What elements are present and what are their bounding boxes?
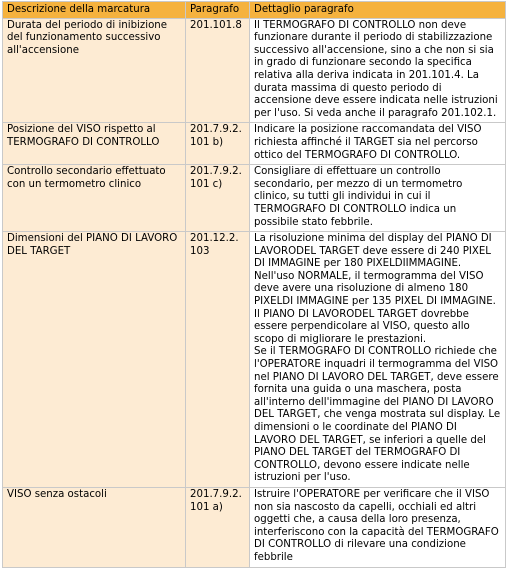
detail-text: Istruire l'OPERATORE per verificare che il VISO non sia nascosto da capelli, occhiali ed altri oggetti che, a causa della loro presenza, interferiscono con la capacità del TERMOGRAFO DI CONTROLLO di rilevare una condizione febbrile bbox=[254, 488, 499, 563]
cell-paragraph: 201.7.9.2.101 a) bbox=[186, 487, 250, 567]
header-paragraph: Paragrafo bbox=[186, 2, 250, 19]
cell-paragraph: 201.7.9.2.101 b) bbox=[186, 123, 250, 165]
detail-text: Indicare la posizione raccomandata del VISO richiesta affinché il TARGET sia nel percorso ottico del TERMOGRAFO DI CONTROLLO. bbox=[254, 124, 482, 161]
cell-detail bbox=[250, 165, 506, 232]
cell-detail bbox=[250, 123, 506, 165]
table-row bbox=[3, 165, 506, 232]
cell-detail bbox=[250, 487, 506, 567]
table-row bbox=[3, 18, 506, 123]
cell-paragraph: 201.7.9.2.101 c) bbox=[186, 165, 250, 232]
detail-text: Consigliare di effettuare un controllo secondario, per mezzo di un termometro clinico, su tutti gli individui in cui il TERMOGRAFO DI CONTROLLO indica un possibile stato febbrile. bbox=[254, 166, 463, 228]
cell-paragraph: 201.12.2.103 bbox=[186, 232, 250, 488]
cell-detail bbox=[250, 232, 506, 488]
table-row bbox=[3, 487, 506, 567]
cell-description: Dimensioni del PIANO DI LAVORO DEL TARGET bbox=[3, 232, 186, 488]
header-description: Descrizione della marcatura bbox=[3, 2, 186, 19]
cell-paragraph: 201.101.8 bbox=[186, 18, 250, 123]
detail-text: Se il TERMOGRAFO DI CONTROLLO richiede che l'OPERATORE inquadri il termogramma del VISO nel PIANO DI LAVORO DEL TARGET, deve essere fornita una guida o una maschera, posta all'interno dell'immagine del PIANO DI LAVORO DEL TARGET, che venga mostrata sul display. Le dimensioni o le coordinate del PIANO DI LAVORO DEL TARGET, se inferiori a quelle del PIANO DEL TARGET del TERMOGRAFO DI CONTROLLO, devono essere indicate nelle istruzioni per l'uso. bbox=[254, 346, 501, 484]
marking-table bbox=[2, 1, 506, 568]
header-detail: Dettaglio paragrafo bbox=[250, 2, 506, 19]
cell-detail bbox=[250, 18, 506, 123]
detail-text: La risoluzione minima del display del PIANO DI LAVORODEL TARGET deve essere di 240 PIXEL DI IMMAGINE per 180 PIXELDIIMMAGINE. Nell'uso NORMALE, il termogramma del VISO deve avere una risoluzione di almeno 180 PIXELDI IMMAGINE per 135 PIXEL DI IMMAGINE. Il PIANO DI LAVORODEL TARGET dovrebbe essere perpendicolare al VISO, questo allo scopo di migliorare le prestazioni. bbox=[254, 233, 496, 345]
cell-description: Controllo secondario effettuato con un termometro clinico bbox=[3, 165, 186, 232]
table-row bbox=[3, 232, 506, 488]
table-row bbox=[3, 123, 506, 165]
cell-description: Durata del periodo di inibizione del funzionamento successivo all'accensione bbox=[3, 18, 186, 123]
table-header-row bbox=[3, 2, 506, 19]
cell-description: VISO senza ostacoli bbox=[3, 487, 186, 567]
cell-description: Posizione del VISO rispetto al TERMOGRAFO DI CONTROLLO bbox=[3, 123, 186, 165]
detail-text: Il TERMOGRAFO DI CONTROLLO non deve funzionare durante il periodo di stabilizzazione successivo all'accensione, sino a che non si sia in grado di funzionare secondo la specifica relativa alla deriva indicata in 201.101.4. La durata massima di questo periodo di accensione deve essere indicata nelle istruzioni per l'uso. Si veda anche il paragrafo 201.102.1. bbox=[254, 19, 498, 119]
